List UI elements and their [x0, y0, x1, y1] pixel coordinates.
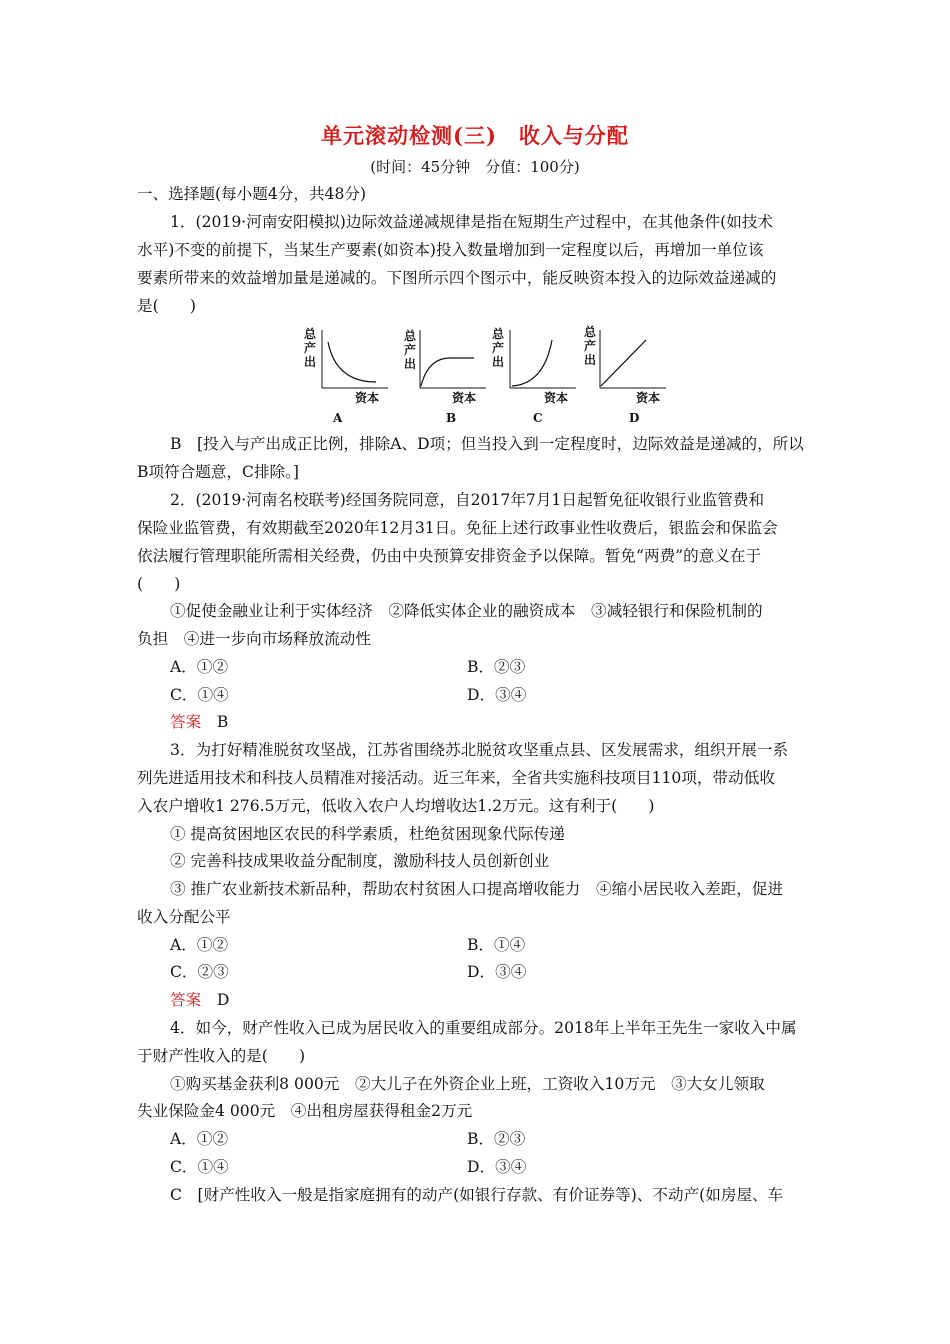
graph-d-xlabel: 资本: [636, 391, 661, 405]
q1-line-3: 要素所带来的效益增加量是递减的。下图所示四个图示中，能反映资本投入的边际效益递减的: [137, 269, 777, 287]
q2-line-3: 依法履行管理职能所需相关经费，仍由中央预算安排资金予以保障。暂免“两费”的意义在于: [137, 547, 762, 565]
curve-d: [601, 340, 646, 386]
q2-line-4: ( ): [137, 575, 181, 593]
q4-option-b: B．②③: [467, 1130, 526, 1148]
graph-a-ylabel-2: 产: [304, 341, 317, 355]
graph-b-letter: B: [446, 411, 457, 425]
q2-statement-2: 负担 ④进一步向市场释放流动性: [137, 630, 371, 648]
q3-option-c: C．②③: [170, 963, 229, 981]
graph-panel-b: [404, 328, 486, 425]
q2-line-2: 保险业监管费，有效期截至2020年12月31日。免征上述行政事业性收费后，银监会和保监会: [137, 519, 778, 537]
q2-answer-label: 答案: [170, 713, 202, 731]
q4-option-c: C．①④: [170, 1158, 229, 1176]
q2-option-c: C．①④: [170, 686, 229, 704]
q2-answer: [170, 712, 228, 732]
graph-c-ylabel-2: 产: [492, 341, 505, 355]
q4-line-2: 于财产性收入的是( ): [137, 1047, 306, 1065]
graph-panel-d: [584, 324, 666, 425]
section-heading: 一、选择题(每小题4分，共48分): [137, 185, 367, 203]
graph-a-ylabel-3: 出: [304, 355, 317, 369]
q1-graphs-figure: [300, 322, 680, 432]
graph-b-xlabel: 资本: [452, 391, 477, 405]
q3-statement-4: 收入分配公平: [137, 908, 231, 926]
q4-statement-2: 失业保险金4 000元 ④出租房屋获得租金2万元: [137, 1102, 473, 1120]
q3-line-3: 入农户增收1 276.5万元，低收入农户人均增收达1.2万元。这有利于( ): [137, 797, 655, 815]
q4-statement-1: ①购买基金获利8 000元 ②大儿子在外资企业上班，工资收入10万元 ③大女儿领取: [170, 1075, 765, 1093]
q3-line-2: 列先进适用技术和科技人员精准对接活动。近三年来，全省共实施科技项目110项，带动低收: [137, 769, 775, 787]
q2-answer-value: B: [216, 713, 229, 731]
q1-answer-line-1: B [投入与产出成正比例，排除A、D项；但当投入到一定程度时，边际效益是递减的，所以: [170, 435, 804, 453]
graph-b-ylabel-3: 出: [404, 357, 417, 371]
q3-answer-label: 答案: [170, 991, 202, 1009]
graph-d-ylabel-1: 总: [584, 325, 597, 339]
q1-answer-line-2: B项符合题意，C排除。]: [137, 463, 300, 481]
q3-option-b: B．①④: [467, 936, 526, 954]
graph-a-ylabel-1: 总: [304, 327, 317, 341]
graph-d-letter: D: [629, 411, 640, 425]
graph-b-ylabel-1: 总: [404, 329, 417, 343]
q2-option-a: A．①②: [170, 658, 229, 676]
graph-b-ylabel-2: 产: [404, 343, 417, 357]
q1-line-2: 水平)不变的前提下，当某生产要素(如资本)投入数量增加到一定程度以后，再增加一单位该: [137, 241, 764, 259]
q1-line-4: 是( ): [137, 297, 196, 315]
q3-answer-value: D: [216, 991, 230, 1009]
graph-c-ylabel-1: 总: [492, 327, 505, 341]
graph-a-letter: A: [333, 411, 343, 425]
graph-panel-c: [492, 326, 576, 425]
q4-option-d: D．③④: [467, 1158, 527, 1176]
graph-panel-a: [304, 326, 388, 425]
graph-a-xlabel: 资本: [355, 391, 380, 405]
q3-option-a: A．①②: [170, 936, 229, 954]
q2-line-1: 2．(2019·河南名校联考)经国务院同意，自2017年7月1日起暂免征收银行业监管费和: [170, 491, 765, 509]
q3-answer: [170, 990, 229, 1010]
q2-option-b: B．②③: [467, 658, 526, 676]
q3-statement-3: ③ 推广农业新技术新品种，帮助农村贫困人口提高增收能力 ④缩小居民收入差距，促进: [170, 880, 784, 898]
page-subtitle: (时间：45分钟 分值：100分): [370, 158, 580, 176]
q3-statement-2: ② 完善科技成果收益分配制度，激励科技人员创新创业: [170, 852, 550, 870]
curve-b: [421, 358, 474, 386]
graph-c-xlabel: 资本: [544, 391, 569, 405]
q1-line-1: 1．(2019·河南安阳模拟)边际效益递减规律是指在短期生产过程中，在其他条件(如技术: [170, 213, 774, 231]
graph-d-ylabel-2: 产: [584, 339, 597, 353]
curve-c: [512, 340, 552, 386]
graph-c-letter: C: [533, 411, 543, 425]
q2-statement-1: ①促使金融业让利于实体经济 ②降低实体企业的融资成本 ③减轻银行和保险机制的: [170, 602, 763, 620]
q3-option-d: D．③④: [467, 963, 527, 981]
q4-option-a: A．①②: [170, 1130, 229, 1148]
q4-line-1: 4．如今，财产性收入已成为居民收入的重要组成部分。2018年上半年王先生一家收入中属: [170, 1019, 797, 1037]
q3-line-1: 3．为打好精准脱贫攻坚战，江苏省围绕苏北脱贫攻坚重点县、区发展需求，组织开展一系: [170, 741, 789, 759]
q4-answer-line: C [财产性收入一般是指家庭拥有的动产(如银行存款、有价证券等)、不动产(如房屋、车: [170, 1186, 784, 1204]
q2-option-d: D．③④: [467, 686, 527, 704]
page-title: 单元滚动检测(三) 收入与分配: [321, 123, 629, 148]
q3-statement-1: ① 提高贫困地区农民的科学素质，杜绝贫困现象代际传递: [170, 825, 565, 843]
graph-c-ylabel-3: 出: [492, 355, 505, 369]
curve-a: [328, 342, 376, 382]
graph-d-ylabel-3: 出: [584, 353, 597, 367]
